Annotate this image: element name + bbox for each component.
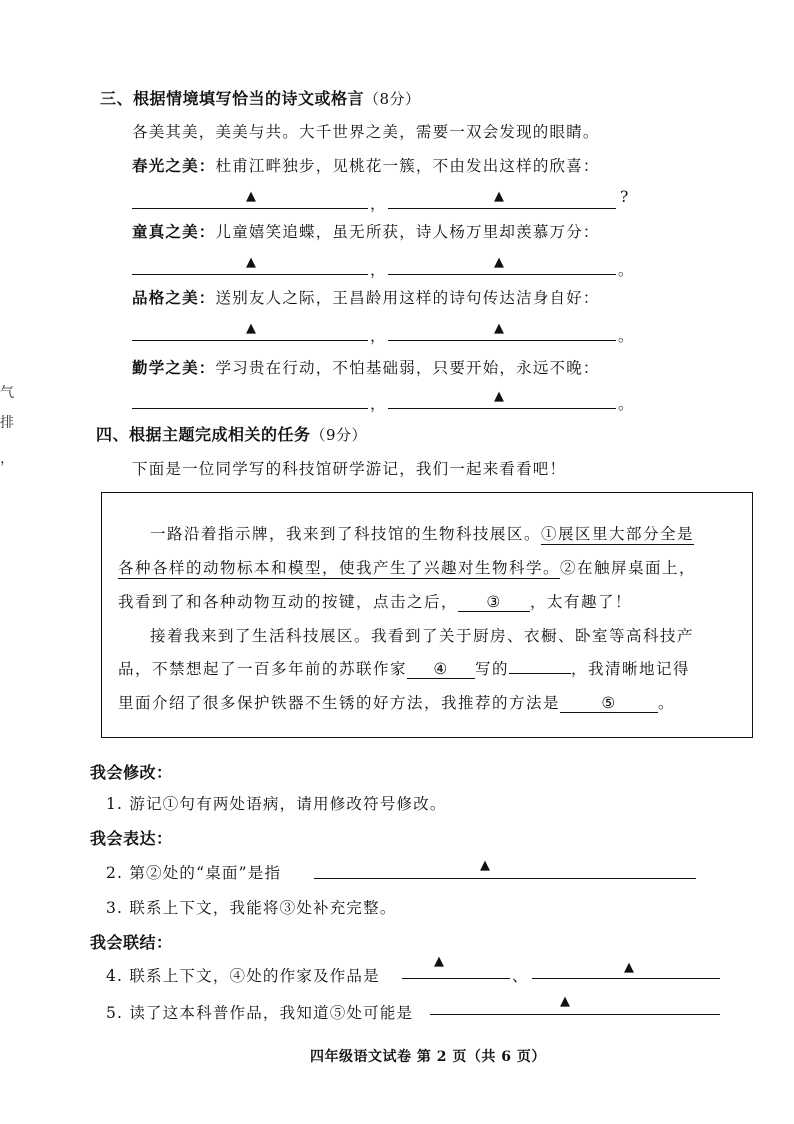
triangle-marker: ▲ [434, 954, 444, 969]
question-1: 1. 游记①句有两处语病，请用修改符号修改。 [106, 795, 447, 813]
section3-title [100, 86, 421, 109]
answer-blank-q5[interactable] [430, 992, 720, 1015]
section4-title-text: 四、根据主题完成相关的任务 [96, 425, 311, 444]
question-4: 4. 联系上下文，④处的作家及作品是 [106, 967, 380, 985]
item-spring-text: 杜甫江畔独步，见桃花一簇，不由发出这样的欣喜： [215, 157, 600, 175]
comma: ， [370, 327, 387, 345]
triangle-marker: ▲ [246, 321, 256, 336]
note-text: 一路沿着指示牌，我来到了科技馆的生物科技展区。 [150, 525, 542, 543]
note-line-4: 接着我来到了生活科技展区。我看到了关于厨房、衣橱、卧室等高科技产 [150, 627, 695, 645]
section4-intro: 下面是一位同学写的科技馆研学游记，我们一起来看看吧！ [132, 460, 567, 478]
note-text: ，我清晰地记得 [571, 660, 691, 678]
comma: ， [370, 195, 387, 213]
item-character [132, 286, 600, 308]
note-text: 我看到了和各种动物互动的按键，点击之后， [118, 593, 459, 611]
item-childhood-label: 童真之美： [132, 222, 216, 241]
triangle-marker: ▲ [494, 189, 504, 204]
item-character-label: 品格之美： [132, 288, 216, 307]
end-mark: ? [620, 188, 630, 206]
revise-heading: 我会修改： [90, 763, 173, 782]
section4-points: （9分） [310, 426, 368, 444]
question-2: 2. 第②处的“桌面”是指 [106, 864, 282, 882]
note-text: ，太有趣了！ [530, 593, 633, 611]
question-5: 5. 读了这本科普作品，我知道⑤处可能是 [106, 1004, 414, 1022]
note-text: 。 [658, 694, 676, 712]
blank-work-title[interactable] [509, 673, 571, 674]
connect-heading: 我会联结： [90, 933, 173, 952]
section4-title [96, 422, 367, 445]
answer-blank-4a[interactable] [132, 386, 368, 409]
section3-intro: 各美其美，美美与共。大千世界之美，需要一双会发现的眼睛。 [132, 123, 600, 141]
note-line-1 [150, 522, 694, 544]
comma: ， [370, 395, 387, 413]
end-mark: 。 [618, 327, 635, 345]
item-study-label: 勤学之美： [132, 358, 216, 377]
answer-blank-q4-author[interactable] [402, 956, 510, 979]
answer-blank-q2[interactable] [314, 856, 696, 879]
page-footer: 四年级语文试卷 第 2 页（共 6 页） [310, 1049, 546, 1065]
blank-4[interactable]: ④ [407, 660, 475, 679]
end-mark: 。 [618, 395, 635, 413]
section3-title-text: 三、根据情境填写恰当的诗文或格言 [100, 89, 365, 108]
margin-fragment-3: ， [0, 451, 14, 467]
sentence-1-underlined: ①展区里大部分全是 [541, 525, 695, 543]
note-line-6 [118, 691, 675, 713]
item-spring [132, 154, 600, 176]
note-line-2 [118, 556, 696, 578]
item-study-text: 学习贵在行动，不怕基础弱，只要开始，永远不晚： [215, 359, 600, 377]
triangle-marker: ▲ [246, 255, 256, 270]
margin-fragment-1: 气 [0, 385, 14, 401]
comma: ， [370, 261, 387, 279]
item-childhood [132, 220, 600, 242]
section3-points: （8分） [364, 90, 421, 108]
express-heading: 我会表达： [90, 829, 173, 848]
margin-fragment-2: 排 [0, 415, 14, 431]
triangle-marker: ▲ [480, 858, 490, 873]
triangle-marker: ▲ [494, 255, 504, 270]
triangle-marker: ▲ [494, 389, 504, 404]
note-line-5 [118, 657, 690, 679]
q4-separator: 、 [512, 967, 529, 985]
item-study [132, 356, 600, 378]
item-spring-label: 春光之美： [132, 156, 216, 175]
blank-3[interactable]: ③ [458, 593, 530, 612]
sentence-2: ②在触屏桌面上， [560, 559, 697, 577]
triangle-marker: ▲ [494, 321, 504, 336]
sentence-1-underlined-cont: 各种各样的动物标本和模型，使我产生了兴趣对生物科学。 [118, 559, 561, 577]
item-character-text: 送别友人之际，王昌龄用这样的诗句传达洁身自好： [215, 289, 600, 307]
question-3: 3. 联系上下文，我能将③处补充完整。 [106, 899, 397, 917]
blank-5[interactable]: ⑤ [560, 694, 658, 713]
triangle-marker: ▲ [246, 189, 256, 204]
end-mark: 。 [618, 261, 635, 279]
note-text: 写的 [475, 660, 510, 678]
note-line-3 [118, 590, 632, 612]
triangle-marker: ▲ [560, 994, 570, 1009]
item-childhood-text: 儿童嬉笑追蝶，虽无所获，诗人杨万里却羡慕万分： [215, 223, 600, 241]
note-text: 品，不禁想起了一百多年前的苏联作家 [118, 660, 408, 678]
triangle-marker: ▲ [624, 960, 634, 975]
note-text: 里面介绍了很多保护铁器不生锈的好方法，我推荐的方法是 [118, 694, 561, 712]
